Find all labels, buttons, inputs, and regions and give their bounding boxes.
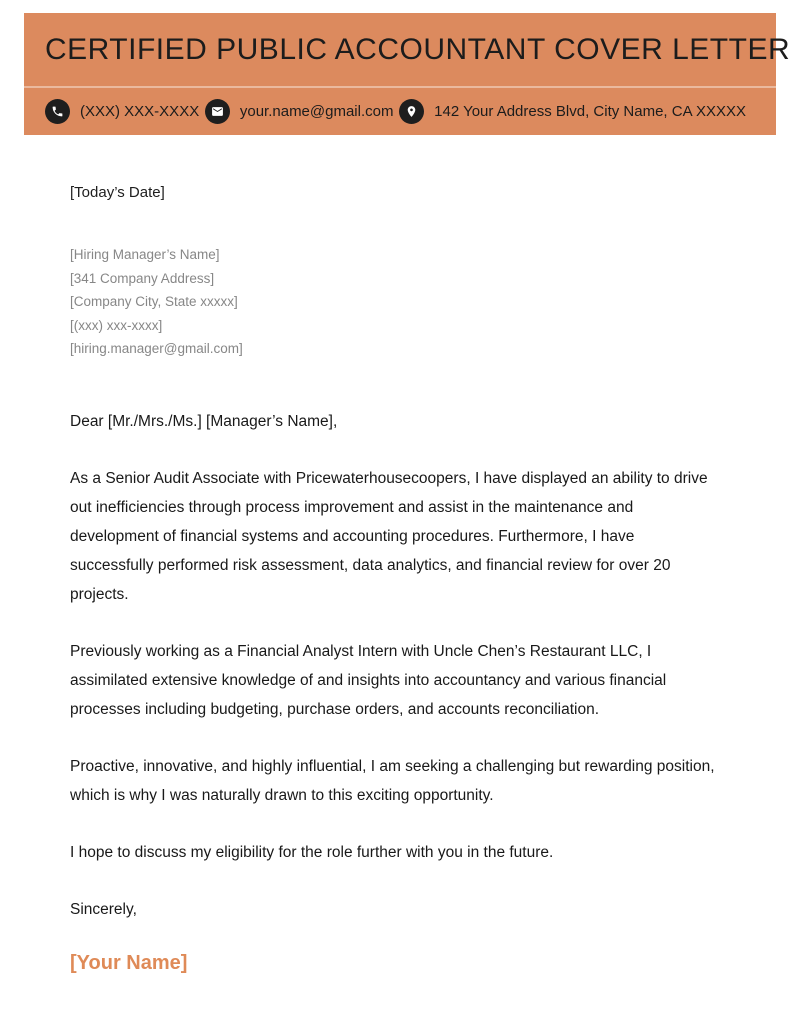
contact-email	[205, 99, 394, 124]
phone-icon	[45, 99, 70, 124]
paragraph-experience: As a Senior Audit Associate with Pricewaterhousecoopers, I have displayed an ability to drive out inefficiencies through process improvement and assist in the maintenance and development of financial systems and accounting procedures. Furthermore, I have successfully performed risk assessment, data analytics, and financial review for over 20 projects.	[70, 469, 708, 603]
header-band	[24, 13, 791, 135]
signature-placeholder: [Your Name]	[70, 951, 188, 974]
email-icon	[205, 99, 230, 124]
contact-address	[399, 99, 746, 124]
closing: Sincerely,	[70, 900, 137, 918]
paragraph-call-to-action: I hope to discuss my eligibility for the role further with you in the future.	[70, 843, 554, 861]
page-title: CERTIFIED PUBLIC ACCOUNTANT COVER LETTER	[45, 32, 791, 66]
recipient-city-state: [Company City, State xxxxx]	[70, 294, 238, 309]
location-pin-icon	[399, 99, 424, 124]
letter-body	[0, 135, 800, 975]
recipient-email: [hiring.manager@gmail.com]	[70, 341, 243, 356]
email-address: your.name@gmail.com	[239, 103, 394, 120]
recipient-phone: [(xxx) xxx-xxxx]	[70, 317, 163, 333]
phone-number: (XXX) XXX-XXXX	[80, 103, 200, 120]
date-placeholder: [Today’s Date]	[70, 184, 165, 201]
contact-row	[24, 88, 776, 135]
recipient-block	[70, 243, 800, 361]
paragraph-previous-role: Previously working as a Financial Analyst Intern with Uncle Chen’s Restaurant LLC, I assimilated extensive knowledge of and insights into accountancy and various financial processes including budgeting, purchase orders, and accounts reconciliation.	[70, 642, 667, 718]
paragraph-motivation: Proactive, innovative, and highly influential, I am seeking a challenging but rewarding position, which is why I was naturally drawn to this exciting opportunity.	[70, 757, 715, 804]
salutation: Dear [Mr./Mrs./Ms.] [Manager’s Name],	[70, 412, 338, 430]
letter-text	[70, 407, 715, 924]
street-address: 142 Your Address Blvd, City Name, CA XXXXX	[434, 103, 746, 120]
recipient-name: [Hiring Manager’s Name]	[70, 247, 220, 262]
recipient-company-address: [341 Company Address]	[70, 270, 215, 286]
title-row	[24, 13, 791, 88]
contact-phone	[45, 99, 199, 124]
